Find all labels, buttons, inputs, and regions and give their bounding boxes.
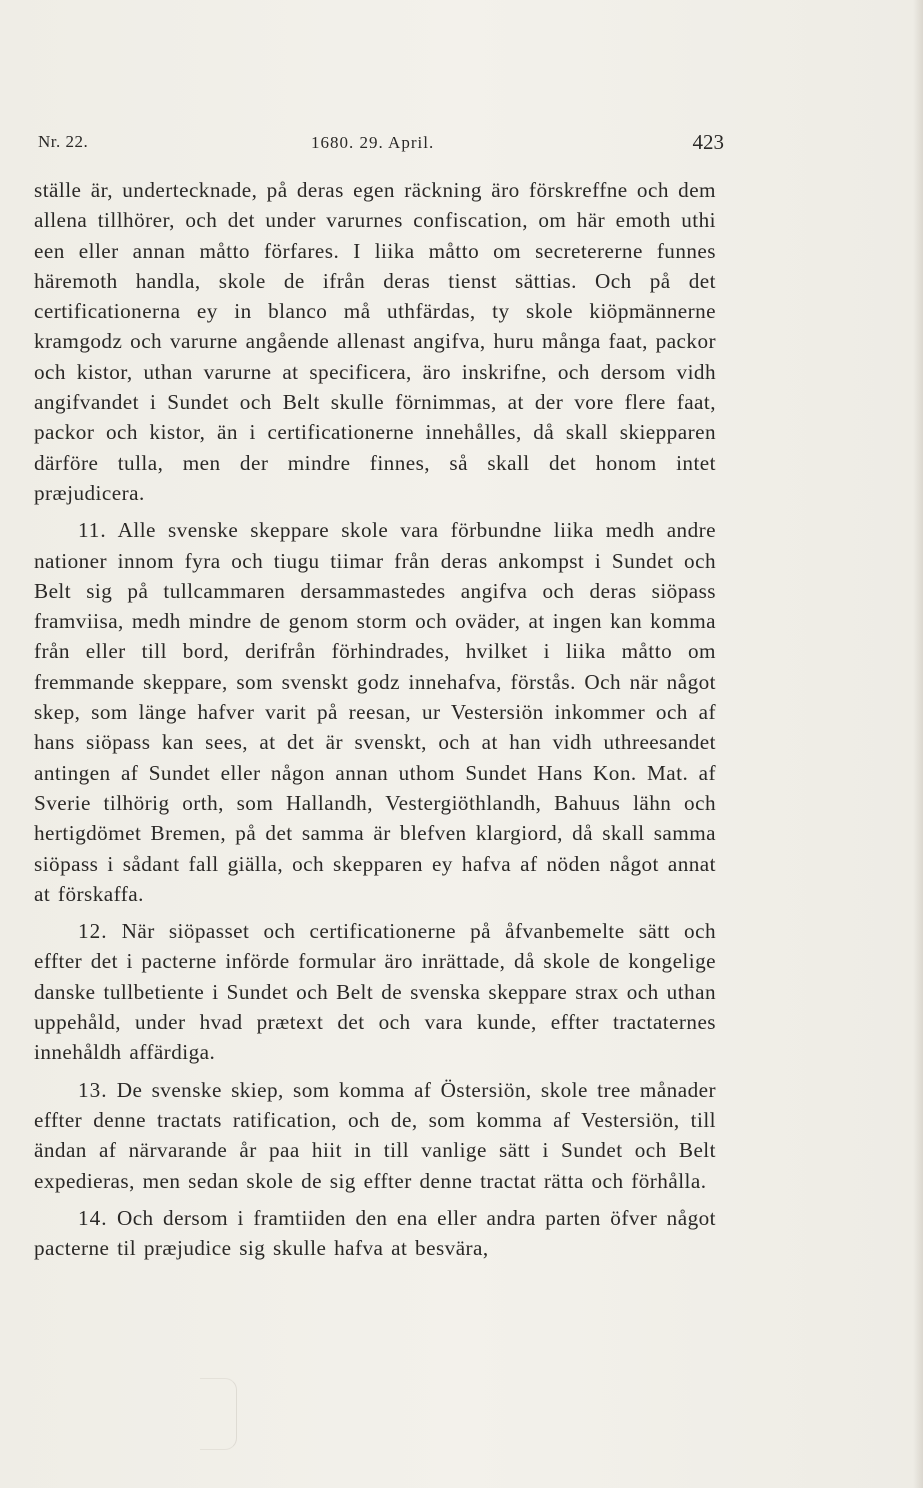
paragraph-text: Och dersom i framtiiden den ena eller andra parten öfver något pacterne til præjudice sig skulle hafva at besvära, (34, 1205, 716, 1261)
paragraph-number: 11. (78, 518, 107, 543)
paragraph-14 (34, 1203, 716, 1264)
paragraph-12 (34, 916, 716, 1067)
page-header (38, 130, 724, 160)
paragraph-continuation (34, 175, 716, 508)
faint-bracket-mark (200, 1378, 237, 1450)
paragraph-number: 13. (78, 1077, 108, 1102)
document-number: Nr. 22. (38, 132, 89, 151)
paragraph-text: De svenske skiep, som komma af Östersiön, skole tree månader effter denne tractats ratification, och de, som komma af Vestersiön, till ändan af närvarande år paa hiit in till vanlige sätt i Sundet och Belt expedieras, men sedan skole de sig effter denne tractat rätta och förhålla. (34, 1077, 716, 1193)
paragraph-text: När siöpasset och certificationerne på åfvanbemelte sätt och effter det i pacterne införde formular äro inrättade, då skole de kongelige danske tullbetiente i Sundet och Belt de svenska skeppare strax och uthan uppehåld, under hvad prætext det och vara kunde, effter tractaternes innehåldh affärdiga. (34, 919, 716, 1065)
page-number: 423 (692, 130, 724, 154)
paragraph-11 (34, 515, 716, 909)
document-date: 1680. 29. April. (311, 133, 435, 152)
page-edge-shadow (913, 0, 923, 1488)
paragraph-number: 14. (78, 1205, 108, 1230)
paragraph-number: 12. (78, 919, 108, 944)
paragraph-text: Alle svenske skeppare skole vara förbundne liika medh andre nationer innom fyra och tiugu tiimar från deras ankompst i Sundet och Belt sig på tullcammaren dersammastedes angifva och deras siöpass framviisa, medh mindre de genom storm och oväder, at ingen kan komma från eller till bord, derifrån förhindrades, hvilket i liika måtto om fremmande skeppare, som svenskt godz innehafva, förstås. Och när något skep, som länge hafver varit på reesan, ur Vestersiön inkommer och af hans siöpass kan sees, at det är svenskt, och at han vidh uthreesandet antingen af Sundet eller någon annan uthom Sundet Hans Kon. Mat. af Sverie tilhörig orth, som Hallandh, Vestergiöthlandh, Bahuus lähn och hertigdömet Bremen, på det samma är blefven klargiord, då skall samma siöpass i sådant fall giälla, och skepparen ey hafva af nöden något annat at förskaffa. (34, 518, 716, 906)
paragraph-13 (34, 1075, 716, 1196)
paragraph-text: ställe är, undertecknade, på deras egen räckning äro förskreffne och dem allena tillhörer, och det under varurnes confiscation, om här emoth uthi een eller annan måtto förfares. I liika måtto om secretererne funnes häremoth handla, skole de ifrån deras tienst sättias. Och på det certificationerna ey in blanco må uthfärdas, ty skole kiöpmännerne kramgodz och varurne angående allenast angifva, huru många faat, packor och kistor, uthan varurne at specificera, äro inskrifne, och dersom vidh angifvandet i Sundet och Belt skulle förnimmas, at der vore flere faat, packor och kistor, än i certificationerne innehålles, då skall skiepparen därföre tulla, men der mindre finnes, så skall det honom intet præjudicera. (34, 178, 716, 505)
body-text (34, 175, 716, 1270)
